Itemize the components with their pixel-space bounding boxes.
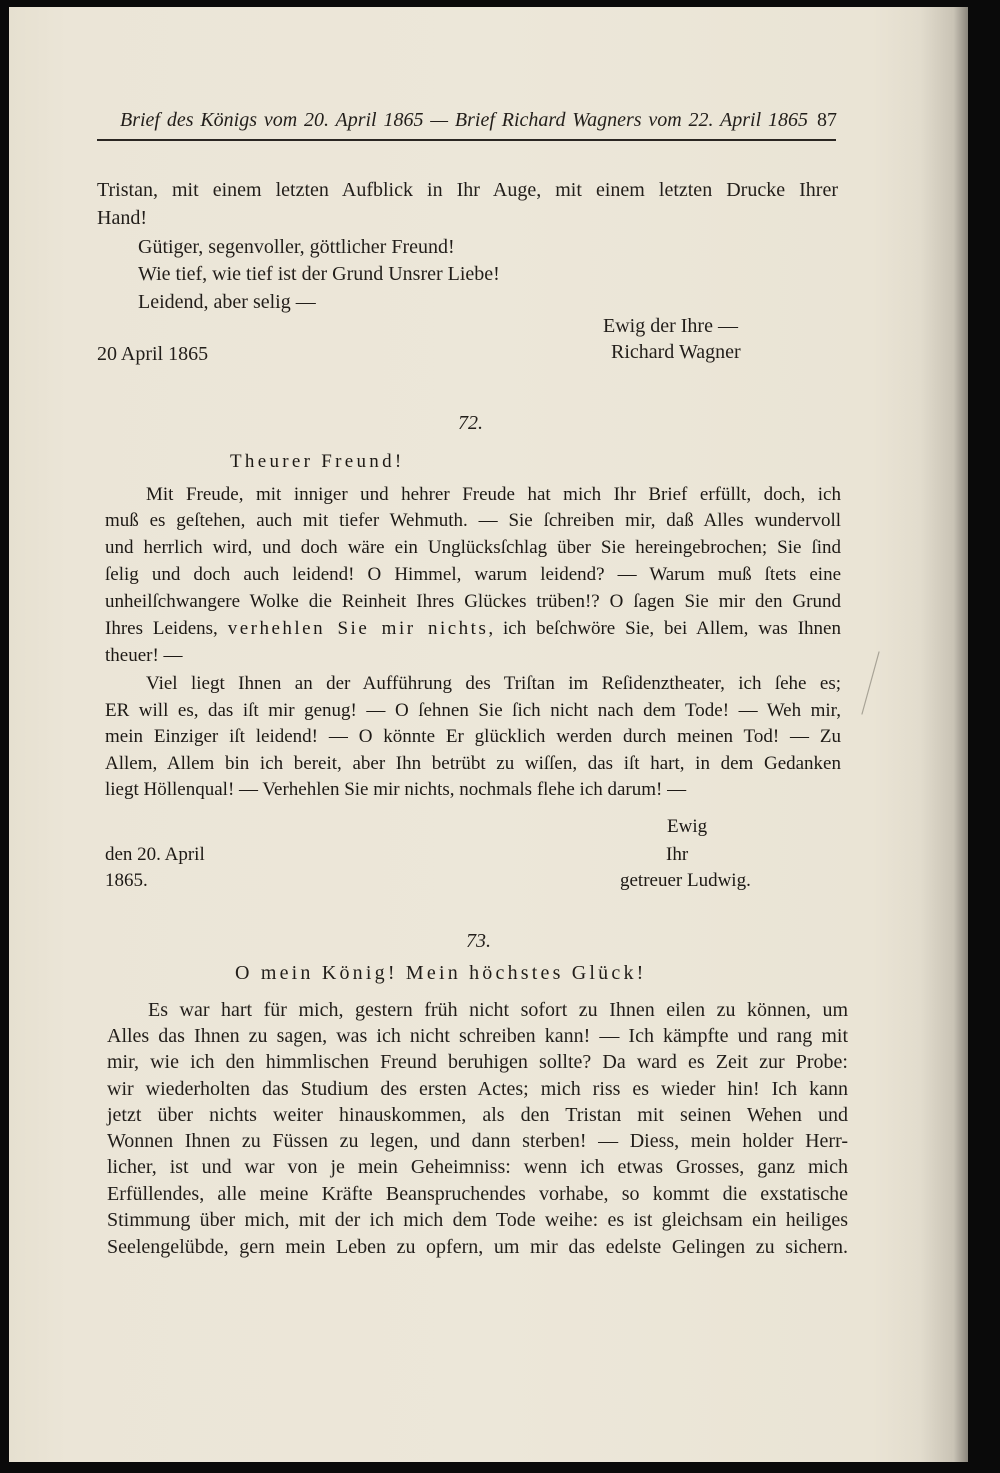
paragraph-line: wir wiederholten das Studium des ersten Actes; mich riss es wieder hin! Ich kann — [107, 1078, 848, 1100]
letter-number: 73. — [466, 930, 491, 952]
paragraph-line: licher, ist und war von je mein Geheimniss: wenn ich etwas Grosses, ganz mich — [107, 1156, 848, 1178]
letter-number: 72. — [458, 412, 483, 434]
paragraph-line: und herrlich wird, und doch wäre ein Unglücksſchlag über Sie hereingebrochen; Sie ſind — [105, 537, 841, 558]
paragraph-line: Allem, Allem bin ich bereit, aber Ihn betrübt zu wiſſen, das iſt hart, in dem Gedanken — [105, 753, 841, 774]
text-line: Hand! — [97, 207, 147, 229]
verse-line: Wie tief, wie tief ist der Grund Unsrer Liebe! — [138, 263, 500, 285]
paragraph-line: Es war hart für mich, gestern früh nicht sofort zu Ihnen eilen zu können, um — [148, 999, 848, 1021]
signature: getreuer Ludwig. — [620, 870, 751, 891]
date-line: 20 April 1865 — [97, 343, 209, 365]
salutation: Theurer Freund! — [230, 451, 405, 472]
date-line: 1865. — [105, 870, 148, 891]
verse-line: Leidend, aber selig — — [138, 291, 316, 313]
closing-line: Ihr — [666, 844, 689, 865]
paragraph-line: mir, wie ich den himmlischen Freund beruhigen sollte? Da ward es Zeit zur Probe: — [107, 1051, 848, 1073]
closing-line: Ewig der Ihre — — [603, 315, 738, 337]
paragraph-line: Wonnen Ihnen zu Füssen zu legen, und dann sterben! — Diess, mein holder Herr- — [107, 1130, 848, 1152]
line-segment: , ich beſchwöre Sie, bei Allem, was Ihnen — [488, 618, 841, 639]
paragraph-line: jetzt über nichts weiter hinauskommen, als den Tristan mit seinen Wehen und — [107, 1104, 848, 1126]
paragraph-line: ſelig und doch auch leidend! O Himmel, warum leidend? — Warum muß ſtets eine — [105, 564, 841, 585]
closing-line: Ewig — [667, 816, 708, 837]
paragraph-line: liegt Höllenqual! — Verhehlen Sie mir nichts, nochmals flehe ich darum! — — [105, 779, 687, 800]
salutation: O mein König! Mein höchstes Glück! — [235, 962, 647, 984]
text-line: Tristan, mit einem letzten Aufblick in Ihr Auge, mit einem letzten Drucke Ihrer — [97, 179, 838, 201]
paragraph-line: Erfüllendes, alle meine Kräfte Beanspruchendes vorhabe, so kommt die exstatische — [107, 1183, 848, 1205]
paragraph-line: unheilſchwangere Wolke die Reinheit Ihres Glückes trüben!? O ſagen Sie mir den Grund — [105, 591, 841, 612]
paragraph-line: Seelengelübde, gern mein Leben zu opfern, um mir das edelste Gelingen zu sichern. — [107, 1236, 848, 1258]
paragraph-line: mein Einziger iſt leidend! — O könnte Er glücklich werden durch meinen Tod! — Zu — [105, 726, 841, 747]
line-segment: Ihres Leidens, — [105, 618, 228, 639]
paragraph-line: theuer! — — [105, 645, 183, 666]
paragraph-line: muß es geſtehen, auch mit tiefer Wehmuth. — Sie ſchreiben mir, daß Alles wundervoll — [105, 510, 841, 531]
paragraph-line: Viel liegt Ihnen an der Aufführung des Triſtan im Reſidenztheater, ich ſehe es; — [146, 673, 841, 694]
date-line: den 20. April — [105, 844, 205, 865]
paragraph-line: ER will es, das iſt mir genug! — O ſehnen Sie ſich nicht nach dem Tode! — Weh mir, — [105, 700, 841, 721]
paragraph-line: Alles das Ihnen zu sagen, was ich nicht schreiben kann! — Ich kämpfte und rang mit — [107, 1025, 848, 1047]
paragraph-line: Stimmung über mich, mit der ich mich dem Tode weihe: es ist gleichsam ein heiliges — [107, 1209, 848, 1231]
spaced-emphasis: verhehlen Sie mir nichts — [227, 618, 489, 639]
signature: Richard Wagner — [611, 341, 741, 363]
verse-line: Gütiger, segenvoller, göttlicher Freund! — [138, 236, 455, 258]
running-head-title: Brief des Königs vom 20. April 1865 — Brief Richard Wagners vom 22. April 1865 — [120, 109, 808, 131]
page-number: 87 — [817, 109, 837, 131]
paragraph-line: Mit Freude, mit inniger und hehrer Freude hat mich Ihr Brief erfüllt, doch, ich — [146, 484, 841, 505]
